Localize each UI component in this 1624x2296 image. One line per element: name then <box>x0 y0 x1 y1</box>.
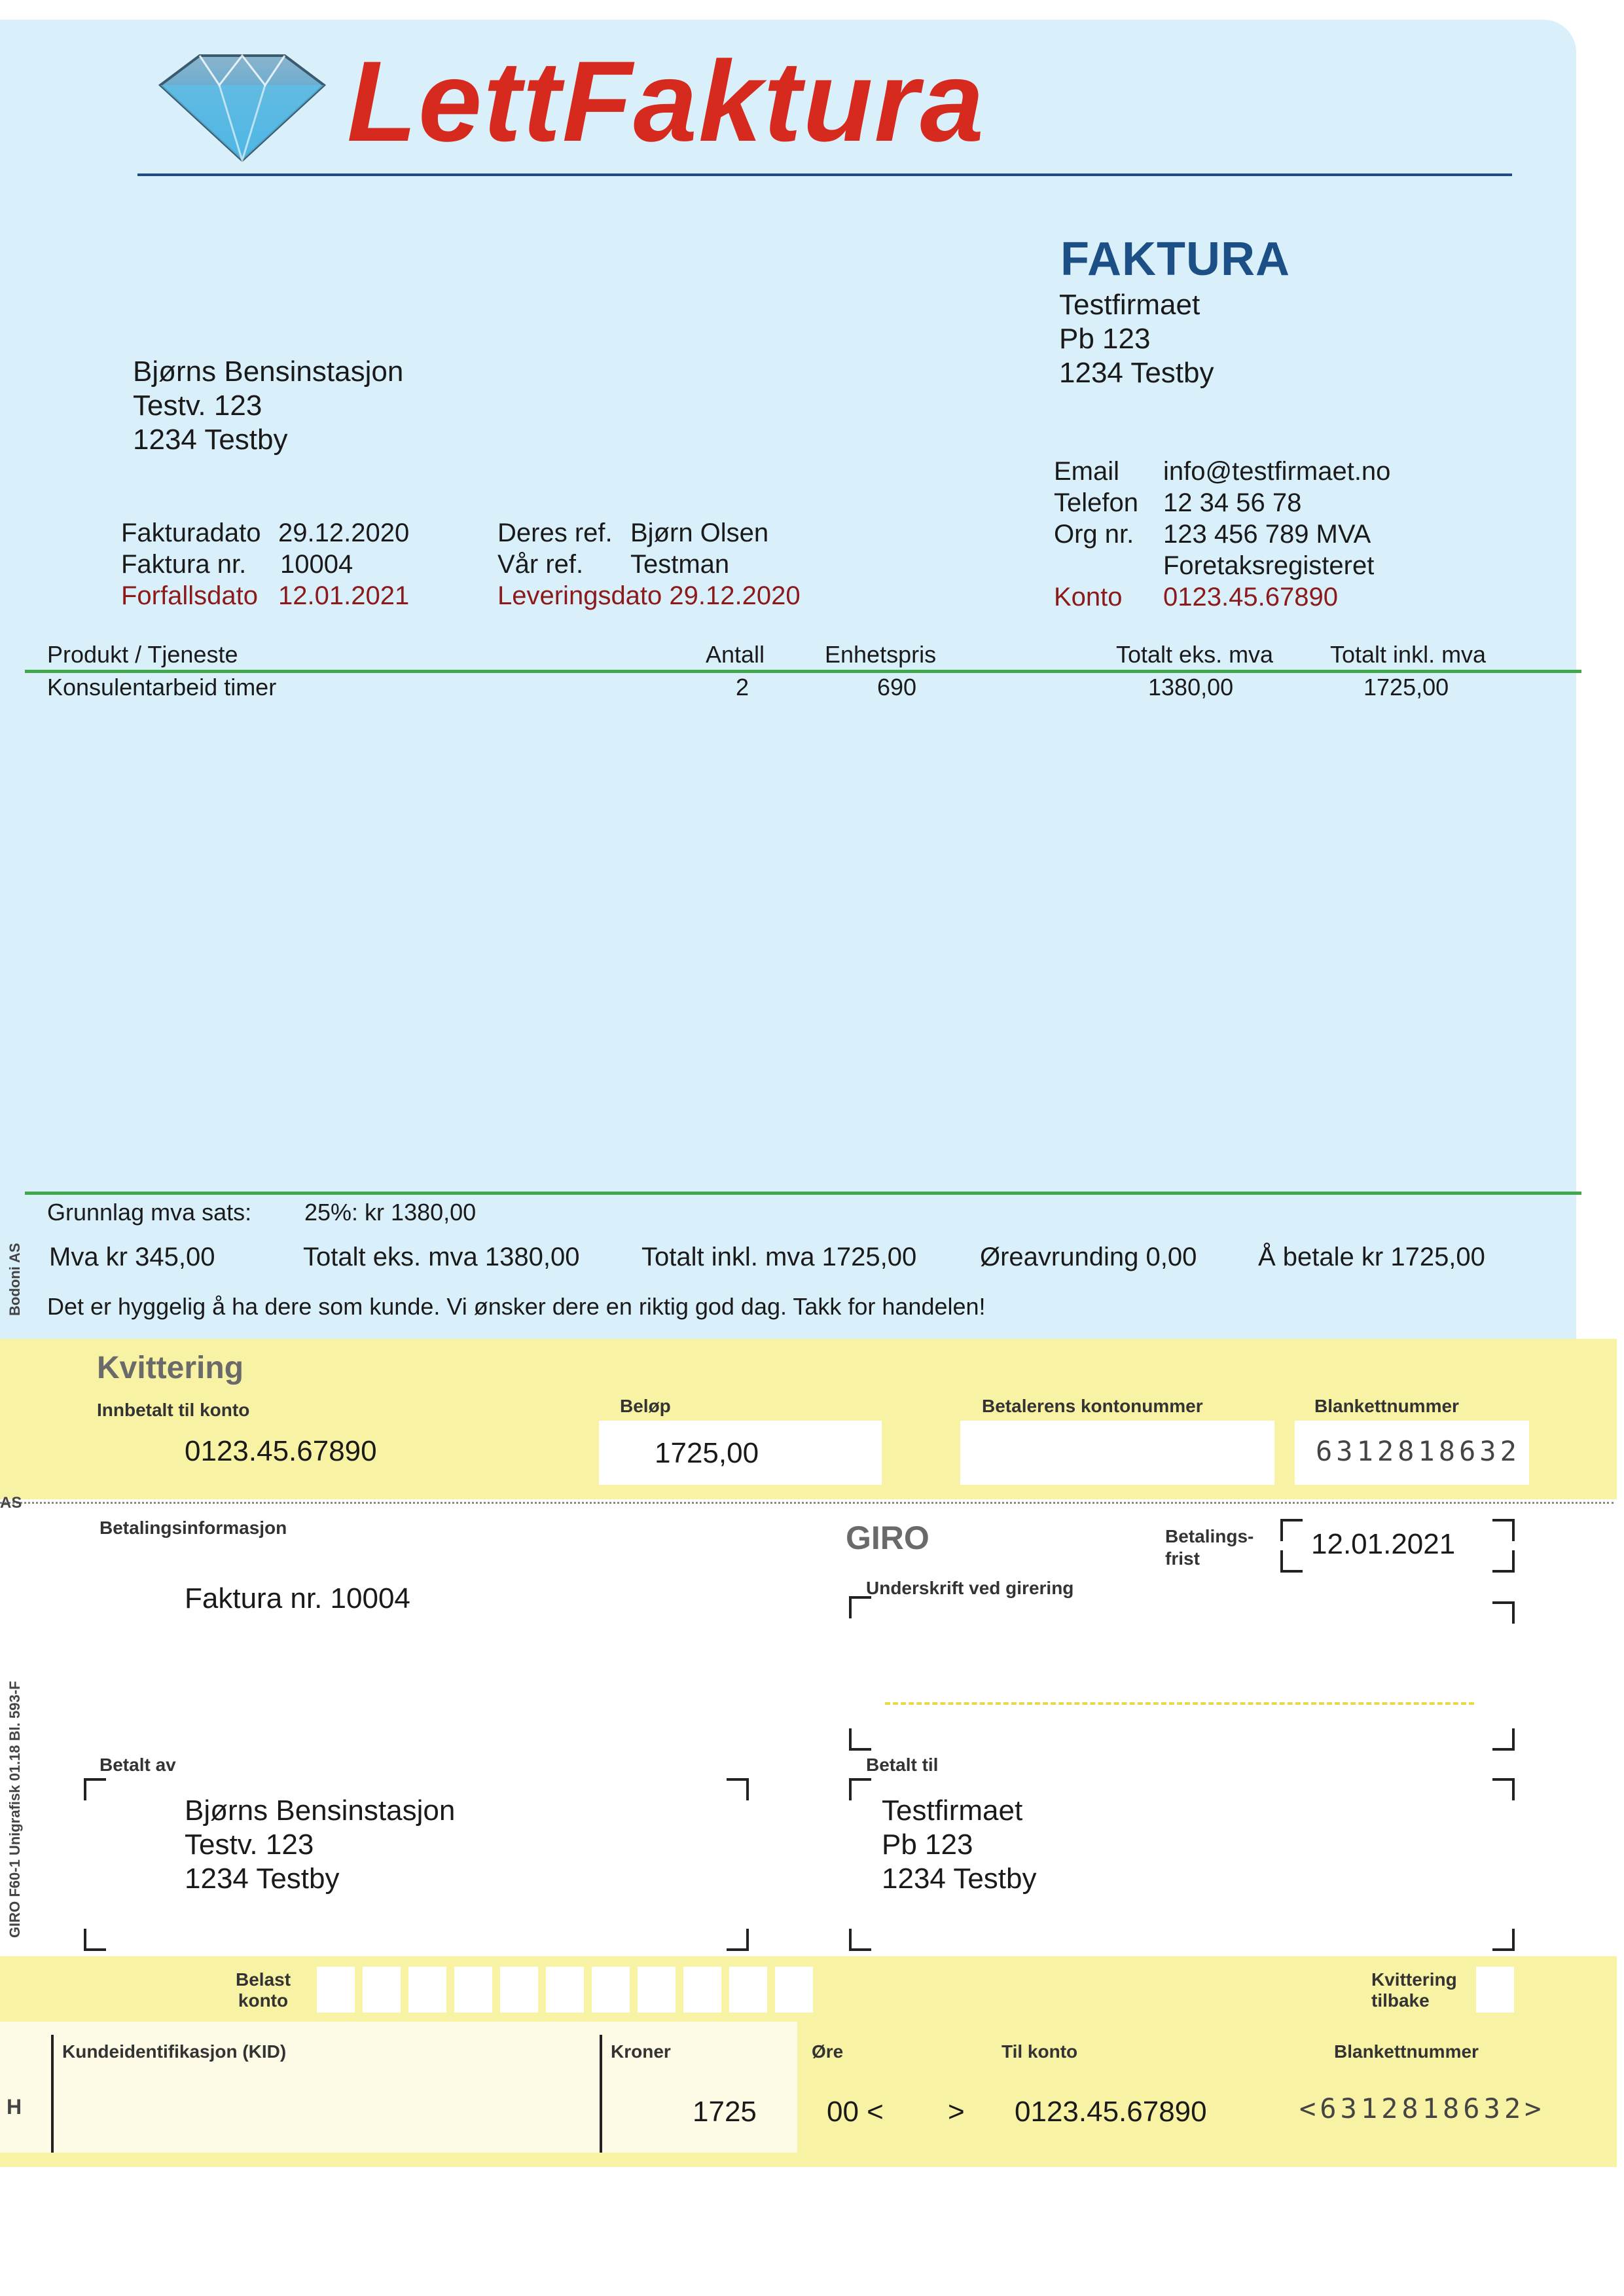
paid-by-corner-tr <box>727 1778 749 1800</box>
to-account-value: 0123.45.67890 <box>1015 2096 1207 2128</box>
debit-account-digit[interactable] <box>546 1967 584 2013</box>
buyer-address-line1: Testv. 123 <box>133 390 262 422</box>
paid-by-name: Bjørns Bensinstasjon <box>185 1795 456 1827</box>
invoice-meta-values <box>278 517 409 611</box>
col-header-total-ex: Totalt eks. mva <box>1116 641 1274 668</box>
paid-by-corner-br <box>727 1929 749 1951</box>
seller-address-line2: 1234 Testby <box>1059 357 1214 389</box>
debit-label-line1: Belast <box>236 1969 291 1990</box>
our-ref-value: Testman <box>630 550 730 579</box>
reference-values <box>630 517 768 580</box>
account-label: Konto <box>1054 583 1123 611</box>
contact-labels <box>1054 456 1138 613</box>
receipt-back-label <box>1371 1969 1457 2011</box>
kroner-label: Kroner <box>611 2041 671 2062</box>
thank-you-message: Det er hyggelig å ha dere som kunde. Vi ønsker dere en riktig god dag. Takk for handelen! <box>47 1293 986 1320</box>
vat-base-label: Grunnlag mva sats: <box>47 1199 252 1226</box>
payment-strip-yellow <box>797 2022 1617 2153</box>
org-label: Org nr. <box>1054 520 1134 549</box>
kroner-divider <box>600 2035 602 2159</box>
phone-value: 12 34 56 78 <box>1163 488 1302 517</box>
debit-account-digit[interactable] <box>408 1967 446 2013</box>
account-value: 0123.45.67890 <box>1163 583 1338 611</box>
vat-base-value: 25%: kr 1380,00 <box>304 1199 477 1226</box>
buyer-name: Bjørns Bensinstasjon <box>133 355 404 388</box>
rounding: Øreavrunding 0,00 <box>980 1243 1197 1271</box>
ore-value: 00 < <box>827 2096 884 2128</box>
receipt-blank-label: Blankettnummer <box>1314 1396 1459 1416</box>
h-mark: H <box>7 2095 22 2119</box>
col-header-qty: Antall <box>706 641 765 668</box>
invoice-number-label: Faktura nr. <box>121 550 247 579</box>
deadline-label <box>1165 1525 1254 1570</box>
debit-account-digit[interactable] <box>683 1967 721 2013</box>
invoice-date-label: Fakturadato <box>121 519 261 547</box>
deadline-label-line1: Betalings- <box>1165 1526 1254 1546</box>
seller-address <box>1059 288 1214 390</box>
amount-label: Beløp <box>620 1396 671 1416</box>
phone-label: Telefon <box>1054 488 1138 517</box>
header-divider <box>137 173 1512 176</box>
deadline-corner-tr <box>1492 1519 1515 1541</box>
payer-account-input[interactable] <box>960 1421 1274 1485</box>
debit-label-line2: konto <box>238 1990 289 2011</box>
signature-corner-tr <box>1492 1601 1515 1624</box>
due-date-label: Forfallsdato <box>121 581 258 610</box>
row-product: Konsulentarbeid timer <box>47 674 277 701</box>
paid-to-corner-tr <box>1492 1778 1515 1800</box>
signature-corner-bl <box>849 1728 871 1751</box>
deadline-corner-tl <box>1280 1519 1303 1541</box>
deadline-label-line2: frist <box>1165 1548 1200 1569</box>
row-total-ex: 1380,00 <box>1148 674 1234 701</box>
bottom-strip <box>0 2153 1617 2167</box>
paid-by-address-line1: Testv. 123 <box>185 1829 314 1861</box>
paid-to-corner-br <box>1492 1929 1515 1951</box>
total-ex-vat: Totalt eks. mva 1380,00 <box>303 1243 580 1271</box>
tear-line <box>0 1502 1614 1504</box>
paid-to-account-label: Innbetalt til konto <box>97 1400 250 1420</box>
delivery-date-label: Leveringsdato <box>497 581 662 610</box>
signature-corner-br <box>1492 1728 1515 1751</box>
paid-to-corner-tl <box>849 1778 871 1800</box>
ore-label: Øre <box>812 2041 844 2062</box>
delivery-date-value: 29.12.2020 <box>669 581 801 610</box>
col-header-unit-price: Enhetspris <box>825 641 937 668</box>
your-ref-value: Bjørn Olsen <box>630 519 769 547</box>
diamond-logo-icon <box>147 39 337 170</box>
payment-info-label: Betalingsinformasjon <box>99 1518 287 1538</box>
receipt-blank-value: 6312818632 <box>1316 1435 1521 1467</box>
org-register: Foretaksregisteret <box>1163 551 1375 580</box>
debit-account-digit[interactable] <box>592 1967 630 2013</box>
deadline-corner-bl <box>1280 1550 1303 1573</box>
giro-title: GIRO <box>846 1520 929 1556</box>
total-inc-vat: Totalt inkl. mva 1725,00 <box>641 1243 917 1271</box>
contact-values <box>1163 456 1390 613</box>
account-arrow: > <box>948 2096 965 2128</box>
table-row <box>0 673 1576 706</box>
paid-to-account-value: 0123.45.67890 <box>185 1435 377 1467</box>
invoice-date-value: 29.12.2020 <box>278 519 410 547</box>
margin-as-mark: AS <box>0 1494 22 1512</box>
invoice-number-value: 10004 <box>280 550 353 579</box>
receipt-title: Kvittering <box>97 1351 244 1385</box>
debit-account-digit[interactable] <box>317 1967 355 2013</box>
debit-account-digit[interactable] <box>363 1967 401 2013</box>
col-header-total-inc: Totalt inkl. mva <box>1330 641 1487 668</box>
paid-to-address <box>882 1794 1036 1896</box>
brand-name: LettFaktura <box>347 38 985 166</box>
email-value[interactable]: info@testfirmaet.no <box>1163 457 1391 486</box>
buyer-address-line2: 1234 Testby <box>133 424 288 456</box>
email-label: Email <box>1054 457 1120 486</box>
receipt-back-checkbox[interactable] <box>1476 1967 1514 2013</box>
delivery-date <box>497 580 801 611</box>
to-account-label: Til konto <box>1001 2041 1078 2062</box>
debit-account-digit[interactable] <box>454 1967 492 2013</box>
amount-to-pay: Å betale kr 1725,00 <box>1258 1243 1485 1271</box>
paid-to-name: Testfirmaet <box>882 1795 1023 1827</box>
seller-address-line1: Pb 123 <box>1059 323 1151 355</box>
document-title: FAKTURA <box>1060 233 1290 285</box>
kid-divider <box>51 2035 54 2159</box>
reference-labels <box>497 517 613 580</box>
deadline-value: 12.01.2021 <box>1311 1528 1456 1560</box>
debit-account-digit[interactable] <box>500 1967 538 2013</box>
paid-to-address-line1: Pb 123 <box>882 1829 973 1861</box>
amount-value: 1725,00 <box>655 1437 759 1469</box>
debit-account-digit[interactable] <box>638 1967 676 2013</box>
seller-name: Testfirmaet <box>1059 289 1200 321</box>
row-qty: 2 <box>736 674 749 701</box>
debit-account-boxes <box>317 1967 813 2013</box>
giro-blank-label: Blankettnummer <box>1334 2041 1479 2062</box>
form-code: GIRO F60-1 Unigrafisk 01.18 Bl. 593-F <box>7 1681 23 1938</box>
vat-amount: Mva kr 345,00 <box>49 1243 215 1271</box>
row-total-inc: 1725,00 <box>1363 674 1449 701</box>
deadline-corner-br <box>1492 1550 1515 1573</box>
your-ref-label: Deres ref. <box>497 519 613 547</box>
receipt-back-line1: Kvittering <box>1371 1969 1457 1990</box>
signature-corner-tl <box>849 1596 871 1618</box>
debit-account-digit[interactable] <box>729 1967 767 2013</box>
buyer-address <box>133 355 403 457</box>
paid-by-corner-bl <box>84 1929 106 1951</box>
invoice-meta-labels <box>121 517 261 611</box>
row-unit-price: 690 <box>877 674 917 701</box>
giro-blank-value: <6312818632> <box>1299 2092 1545 2124</box>
signature-line[interactable] <box>885 1702 1474 1705</box>
col-header-product: Produkt / Tjeneste <box>47 641 238 668</box>
due-date-value: 12.01.2021 <box>278 581 410 610</box>
payment-info-value: Faktura nr. 10004 <box>185 1582 410 1614</box>
paid-to-corner-bl <box>849 1929 871 1951</box>
signature-label: Underskrift ved girering <box>866 1578 1074 1598</box>
payer-account-label: Betalerens kontonummer <box>982 1396 1203 1416</box>
kroner-value: 1725 <box>693 2096 757 2128</box>
paid-to-address-line2: 1234 Testby <box>882 1863 1037 1895</box>
paid-by-label: Betalt av <box>99 1755 176 1775</box>
paid-to-label: Betalt til <box>866 1755 939 1775</box>
debit-account-digit[interactable] <box>775 1967 813 2013</box>
debit-account-label <box>236 1969 291 2011</box>
paid-by-corner-tl <box>84 1778 106 1800</box>
our-ref-label: Vår ref. <box>497 550 584 579</box>
receipt-back-line2: tilbake <box>1371 1990 1430 2011</box>
kid-label: Kundeidentifikasjon (KID) <box>62 2041 287 2062</box>
paid-by-address <box>185 1794 455 1896</box>
paid-by-address-line2: 1234 Testby <box>185 1863 340 1895</box>
totals-divider <box>25 1192 1581 1195</box>
org-value: 123 456 789 MVA <box>1163 520 1371 549</box>
printer-mark: Bodoni AS <box>7 1243 23 1316</box>
